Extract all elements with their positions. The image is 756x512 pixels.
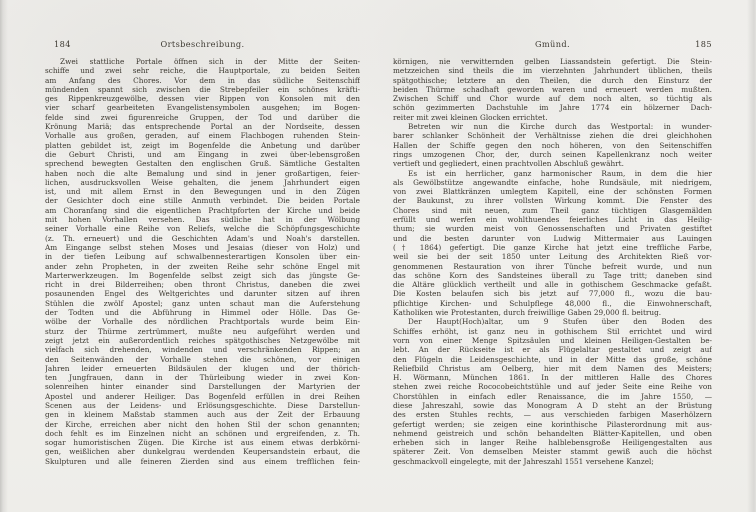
text-line: nehmend geistreich und schön behandelten Blätter-Kapitellen, und oben <box>393 428 712 438</box>
text-line: am Choranfang sind die eigentlichen Prachtpforten der Kirche und beide <box>45 205 360 215</box>
text-line: Schiffes erhöht, ist ganz neu in gothischem Stil errichtet und wird <box>393 326 712 336</box>
text-line: sogar humoristischen Zügen. Die Kirche ist aus einem etwas derbkörni- <box>45 438 360 448</box>
text-line: vier scharf gearbeiteten Evangelistensymbolen ausgehen; im Bogen- <box>45 103 360 113</box>
running-title-left: Ortsbeschreibung. <box>160 39 245 49</box>
text-line: Reliefbild Christus am Oelberg, hier mit dem Namen des Meisters; <box>393 363 712 373</box>
running-title-right: Gmünd. <box>534 39 571 49</box>
text-line: der Todten und die Abführung in Himmel oder Hölle. Das Ge- <box>45 308 360 318</box>
text-line: ges Rippenkreuzgewölbe, dessen vier Rippen von Konsolen mit den <box>45 94 360 104</box>
text-line: Hallen der Schiffe gegen den noch höheren, von den Seitenschiffen <box>393 140 712 150</box>
text-line: Scenen aus der Leidens- und Erlösungsgeschichte. Diese Darstellun- <box>45 400 360 410</box>
text-line: Apostel und anderer Heiliger. Das Bogenfeld erfüllen in drei Reihen <box>45 391 360 401</box>
text-line: der Kirche, erreichen aber nicht den hohen Stil der schon genannten; <box>45 419 360 429</box>
text-line: gefertigt werden; sie zeigen eine korinthische Pilasterordnung mit aus- <box>393 419 712 429</box>
text-line: († 1864) gefertigt. Die ganze Kirche hat jetzt eine treffliche Farbe, <box>393 242 712 252</box>
text-line: Chores sind mit neuen, zum Theil ganz tüchtigen Glasgemälden <box>393 205 712 215</box>
text-line: den Flügeln die Leidensgeschichte, und in der Mitte das große, schöne <box>393 354 712 364</box>
text-line: Skulpturen und alle feineren Zierden sind aus einem trefflichen fein- <box>45 456 360 466</box>
text-line: und die besten darunter von Ludwig Mittermaier aus Lauingen <box>393 233 712 243</box>
text-line: lebt. An der Rückseite ist er als Flügelaltar gestaltet und zeigt auf <box>393 345 712 355</box>
text-line: vielfach sich drehenden, windenden und verschränkenden Rippen; an <box>45 345 360 355</box>
text-line: zeigt jetzt ein außerordentlich reiches spätgothisches Netzgewölbe mit <box>45 335 360 345</box>
text-line: der Gesichter doch eine stille Anmuth verbindet. Die beiden Portale <box>45 196 360 206</box>
text-line: haben noch die alte Bemalung und sind in jener großartigen, feier- <box>45 168 360 178</box>
text-line: späterer Zeit. Von demselben Meister stammt gewiß auch die höchst <box>393 447 712 457</box>
text-line: weil sie bei der seit 1850 unter Leitung des Architekten Rieß vor- <box>393 252 712 262</box>
text-line: des ersten Stuhles rechts, — aus verschieden farbigen Maserhölzern <box>393 410 712 420</box>
text-line: den Seitenwänden der Vorhalle stehen die schönen, vor einigen <box>45 354 360 364</box>
text-line: geschmackvoll eingelegte, mit der Jahreszahl 1551 versehene Kanzel; <box>393 456 654 466</box>
text-line: ander zehn Propheten, in der zweiten Reihe sehr schöne Engel mit <box>45 261 360 271</box>
text-line: Krönung Mariä; das entsprechende Portal an der Nordseite, dessen <box>45 122 360 132</box>
text-line: mit hohen Vorhallen versehen. Das südliche hat in der Wölbung <box>45 215 360 225</box>
scan-right-edge-shadow <box>746 0 756 512</box>
text-line: Zwei stattliche Portale öffnen sich in der Mitte der Seiten- <box>60 57 360 66</box>
text-line: wölbe der Vorhalle des nördlichen Prachtportals wurde beim Ein- <box>45 317 360 327</box>
text-line: als Gewölbstütze angewandte einfache, hohe Rundsäule, mit niedrigem, <box>393 177 712 187</box>
text-line: spätgothische; letztere an den Theilen, die durch den Einsturz der <box>393 75 712 85</box>
body-text-left <box>45 57 360 466</box>
text-line: doch fehlt es im Einzelnen nicht an schönen und ergreifenden, z. Th. <box>45 428 360 438</box>
text-line: die Altäre glücklich vertheilt und alle in gothischem Geschmacke gefaßt. <box>393 280 712 290</box>
text-line: sturz der Thürme zertrümmert, mußte neu aufgeführt werden und <box>45 326 360 336</box>
text-line: ten Jungfrauen, dann in der Thürleibung wieder in zwei Kon- <box>45 373 360 383</box>
text-line: seiner Vorhalle eine Reihe von Reliefs, welche die Schöpfungsgeschichte <box>45 224 360 234</box>
scan-left-edge-shadow <box>0 0 8 512</box>
text-line: Der Haupt(Hoch)altar, um 9 Stufen über den Boden des <box>408 317 712 327</box>
text-line: (z. Th. erneuert) und die Geschichten Adam's und Noah's darstellen. <box>45 233 360 243</box>
text-line: beiden Thürme schadhaft geworden waren und erneuert werden mußten. <box>393 84 712 94</box>
text-line: vorn von einer Menge Spitzsäulen und kleinen Heiligen-Gestalten be- <box>393 335 712 345</box>
text-line: metzzeichen sind theils die im vierzehnten Jahrhundert üblichen, theils <box>393 66 712 76</box>
text-line: mündenden spannt sich zwischen die Strebepfeiler ein schönes kräfti- <box>45 84 360 94</box>
text-line: Chorstühlen in einfach edler Renaissance, die im Jahre 1550, — <box>393 391 712 401</box>
text-line: körnigen, nie verwitternden gelben Liassandstein gefertigt. Die Stein- <box>393 57 712 66</box>
running-header-right <box>393 39 712 50</box>
text-line: am Anfang des Chores. Vor dem in das südliche Seitenschiff <box>45 75 360 85</box>
text-line: schiffe und zwei sehr reiche, die Hauptportale, zu beiden Seiten <box>45 66 360 76</box>
text-line: Zwischen Schiff und Chor wurde auf dem noch alten, so tüchtig als <box>393 94 712 104</box>
text-line: H. Wörmann, München 1861. In der mittleren Halle des Chores <box>393 373 712 383</box>
text-line: in der tiefen Leibung auf schwalbennesterartigen Konsolen über ein- <box>45 252 360 262</box>
running-header-left <box>45 39 360 50</box>
text-line: gen in kleinem Maßstab stammen auch aus der Zeit der Erbauung <box>45 410 360 420</box>
body-text-right <box>393 57 712 466</box>
text-line: schön gezimmerten Dachstuhle im Jahre 1774 ein hölzerner Dach- <box>393 103 712 113</box>
text-line: lichen, ausdrucksvollen Weise gehalten, die jenem Jahrhundert eigen <box>45 177 360 187</box>
text-line: Stühlen die zwölf Apostel; ganz unten schaut man die Auferstehung <box>45 298 360 308</box>
text-line: platten gebildet ist, zeigt im Bogenfelde die Anbetung und darüber <box>45 140 360 150</box>
text-line: felde sind zwei figurenreiche Gruppen, der Tod und darüber die <box>45 112 360 122</box>
text-line: diese Jahreszahl, sowie das Monogram A D steht an der Brüstung <box>393 400 712 410</box>
right-page <box>393 39 712 466</box>
text-line: ist, und mit allem Ernst in den Bewegungen und in den Zügen <box>45 187 360 197</box>
text-line: vertieft und gegliedert, einen prachtvollen Abschluß gewährt. <box>393 159 624 169</box>
page-number-right: 185 <box>695 39 712 49</box>
text-line: von zwei Blattkränzen umlegtem Kapitell, eine der schönsten Formen <box>393 187 712 197</box>
text-line: Es ist ein herrlicher, ganz harmonischer Raum, in dem die hier <box>408 168 712 178</box>
text-line: erheben sich in langer Reihe halblebensgroße Heiligengestalten aus <box>393 438 712 448</box>
text-line: gen, weißlichen aber dunkelgrau werdenden Keupersandstein erbaut, die <box>45 447 360 457</box>
text-line: thum; sie wurden meist von Genossenschaften und Privaten gestiftet <box>393 224 712 234</box>
text-line: barer schlanker Schönheit der Verhältnisse ziehen die drei gleichhohen <box>393 131 712 141</box>
text-line: Die Kosten belaufen sich bis jetzt auf 77,000 fl., wozu die bau- <box>393 289 712 299</box>
page-number-left: 184 <box>54 39 71 49</box>
text-line: reiter mit zwei kleinen Glocken errichtet. <box>393 112 548 122</box>
text-line: erfüllt und werfen ein wohlthuendes feierliches Licht in das Heilig- <box>393 215 712 225</box>
left-page <box>45 39 360 466</box>
text-line: pflichtige Kirchen- und Schulpflege 48,000 fl., die Einwohnerschaft, <box>393 298 712 308</box>
text-line: stehen zwei reiche Rococobeichtstühle und auf jeder Seite eine Reihe von <box>393 382 712 392</box>
text-line: Marterwerkzeugen. Im Bogenfelde selbst zeigt sich das jüngste Ge- <box>45 270 360 280</box>
text-line: der Baukunst, zu ihrer vollsten Wirkung kommt. Die Fenster des <box>393 196 712 206</box>
text-line: Betreten wir nun die Kirche durch das Westportal: in wunder- <box>408 122 712 132</box>
text-line: genommenen Restauration von ihrer Tünche befreit wurde, und nun <box>393 261 712 271</box>
text-line: die Geburt Christi, und am Eingang in zwei über-lebensgroßen <box>45 149 360 159</box>
text-line: posaunenden Engel des Weltgerichtes und darunter sitzen auf ihren <box>45 289 360 299</box>
text-line: rings umzogenen Chor, der, durch seinen Kapellenkranz noch weiter <box>393 149 712 159</box>
text-line: Am Eingange selbst stehen Moses und Jesaias (dieser von Holz) und <box>45 242 360 252</box>
text-line: solenreihen hinter einander sind Darstellungen der Martyrien der <box>45 382 360 392</box>
text-line: Katholiken wie Protestanten, durch freiwillige Gaben 29,000 fl. beitrug. <box>393 308 662 318</box>
text-line: Jahren leider erneuerten Bildsäulen der klugen und der thörich- <box>45 363 360 373</box>
text-line: sprechend bewegten Gestalten den englischen Gruß. Sämtliche Gestalten <box>45 159 360 169</box>
text-line: Vorhalle aus großen, geraden, auf einem Flachbogen ruhenden Stein- <box>45 131 360 141</box>
text-line: richt in drei Bilderreihen; oben thront Christus, daneben die zwei <box>45 280 360 290</box>
text-line: das schöne Korn des Sandsteines überall zu Tage tritt; daneben sind <box>393 270 712 280</box>
